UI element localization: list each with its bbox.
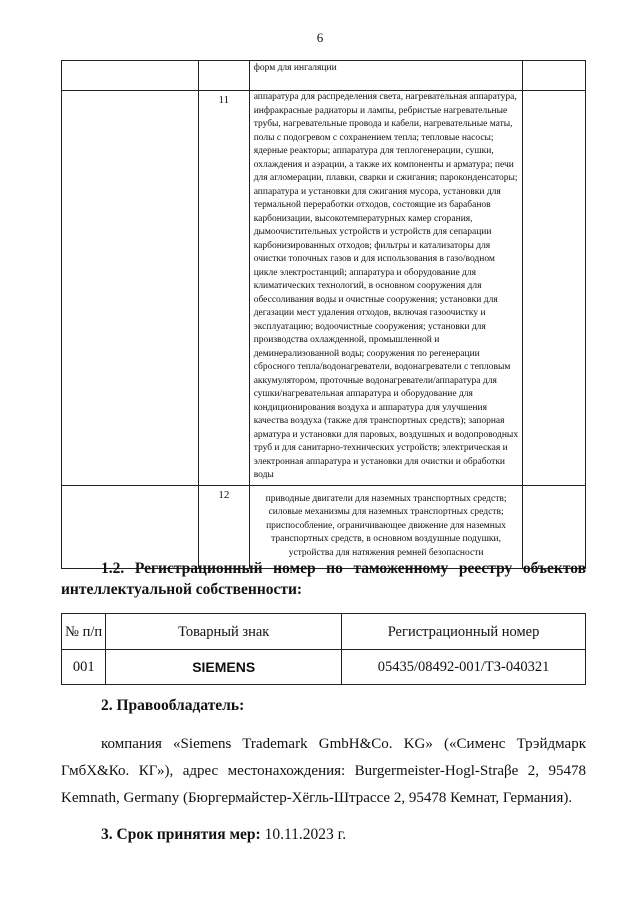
trademark-name: SIEMENS xyxy=(106,650,342,685)
table-row xyxy=(62,650,586,685)
row-num: 001 xyxy=(62,650,106,685)
header-trademark: Товарный знак xyxy=(106,614,342,650)
goods-text: аппаратура для распределения света, нагревательная аппаратура, инфракрасные радиаторы и лампы, ребристые нагревательные трубы, нагревательные провода и кабели, нагревательные маты, полы с подогревом с сохранением тепла; тепловые насосы; ядерные реакторы; аппаратура для теплогенерации, сушки, охлаждения и аэрации, а также их компоненты и арматура; печи для агломерации, плавки, сварки и сжигания; пароконденсаторы; аппаратура и установки для сжигания мусора, установки для термальной переработки отходов, состоящие из барабанов карбонизации, высокотемпературных камер сгорания, дымоочистительных устройств и устройств для сепарации карбонизированных отходов; фильтры и катализаторы для очистки топочных газов и для использования в газо/водном цикле электростанций; аппаратура и оборудование для климатических технологий, в основном сооружения для обессоливания воды и очистные сооружения; установки для дегазации мест удаления отходов, включая газоочистку и эксплуатацию; водоочистные сооружения; установки для производства охлажденной, промышленной и деминерализованной воды; сооружения по регенерации сбросного тепла/водонагреватели, водонагреватели с тепловым аккумулятором, проточные водонагреватели/аппаратура для сушки/нагревательная аппаратура и оборудование для кондиционирования воздуха и аппаратура для улучшения качества воздуха (также для транспортных средств); запорная арматура и установки для паровых, воздушных и водопроводных труб и для санитарно-технических устройств; электрическая и электронная аппаратура и установки для очистки и обработки воды xyxy=(253,92,519,480)
rightholder-text: компания «Siemens Trademark GmbH&Co. KG» («Сименс Трэйдмарк ГмбХ&Ко. КГ»), адрес местонахождения: Burgermeister-Hogl-Straβe 2, 95478 Kemnath, Germany (Бюргермайстер-Хёгль-Штрассе 2, 95478 Кемнат, Германия). xyxy=(61,736,586,806)
goods-cell xyxy=(249,485,523,569)
goods-cell xyxy=(249,91,523,486)
empty-cell xyxy=(523,485,586,569)
goods-classes-table xyxy=(61,60,586,569)
section-3 xyxy=(101,826,346,844)
header-reg-number: Регистрационный номер xyxy=(342,614,586,650)
class-number-cell: 12 xyxy=(199,485,250,569)
section-2-title: 2. Правообладатель: xyxy=(101,697,245,714)
page-number: 6 xyxy=(316,30,324,45)
empty-cell xyxy=(523,61,586,91)
reg-number: 05435/08492-001/ТЗ-040321 xyxy=(342,650,586,685)
table-row xyxy=(62,61,586,91)
table-row xyxy=(62,485,586,569)
empty-cell xyxy=(62,485,199,569)
empty-cell xyxy=(62,91,199,486)
empty-cell xyxy=(62,61,199,91)
section-1-2-title: 1.2. Регистрационный номер по таможенному реестру объектов интеллектуальной собственности: xyxy=(61,560,586,598)
section-3-title: 3. Срок принятия мер: xyxy=(101,826,261,843)
table-row xyxy=(62,91,586,486)
goods-text: форм для ингаляции xyxy=(253,63,337,73)
header-num: № п/п xyxy=(62,614,106,650)
registry-table xyxy=(61,613,586,685)
table-header-row xyxy=(62,614,586,650)
section-3-date: 10.11.2023 г. xyxy=(264,826,347,843)
class-number-cell xyxy=(199,61,250,91)
class-number-cell: 11 xyxy=(199,91,250,486)
goods-text: приводные двигатели для наземных транспортных средств; силовые механизмы для наземных транспортных средств; приспособление, ограничивающее движение для наземных транспортных средств, в основном воздушные подушки, устройства для натяжения ремней безопасности xyxy=(265,493,507,558)
empty-cell xyxy=(523,91,586,486)
goods-cell xyxy=(249,61,523,91)
